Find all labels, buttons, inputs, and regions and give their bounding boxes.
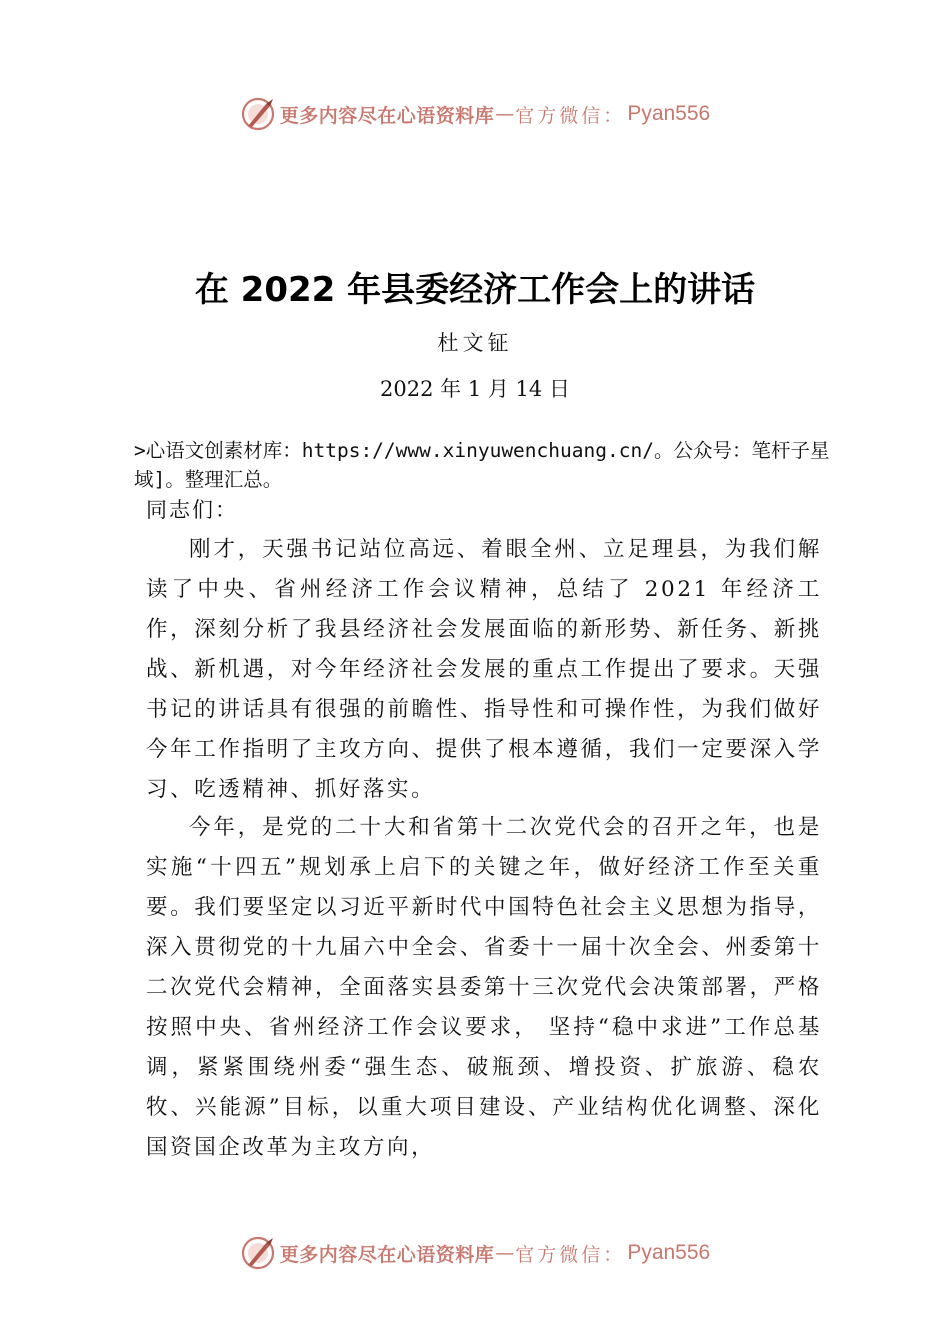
quill-seal-icon: [240, 96, 276, 132]
watermark-wechat-label: 官方微信：: [515, 104, 626, 127]
watermark-dash: —: [495, 103, 515, 125]
footer-watermark: [0, 1233, 950, 1273]
watermark-text: 更多内容尽在心语资料库: [279, 104, 495, 127]
watermark-dash: —: [495, 1242, 515, 1264]
watermark-wechat-id: Pyan556: [627, 1241, 711, 1264]
paragraph-2: 今年，是党的二十大和省第十二次党代会的召开之年，也是实施“十四五”规划承上启下的关键之年，做好经济工作至关重要。我们要坚定以习近平新时代中国特色社会主义思想为指导，深入贯彻党的十九届六中全会、省委十一届十次全会、州委第十二次党代会精神，全面落实县委第十三次党代会决策部署，严格按照中央、省州经济工作会议要求， 坚持“稳中求进”工作总基调，紧紧围绕州委“强生态、破瓶颈、增投资、扩旅游、稳农牧、兴能源”目标，以重大项目建设、产业结构优化调整、深化国资国企改革为主攻方向，: [146, 815, 822, 1160]
header-watermark: [0, 94, 950, 134]
watermark-wechat-label: 官方微信：: [515, 1243, 626, 1266]
document-author: 杜文钲: [437, 331, 513, 355]
greeting: 同志们：: [146, 498, 238, 522]
watermark-text: 更多内容尽在心语资料库: [279, 1243, 495, 1266]
quill-seal-icon: [240, 1235, 276, 1271]
document-date: 2022 年 1 月 14 日: [380, 377, 570, 401]
watermark-wechat-id: Pyan556: [627, 102, 711, 125]
source-note: >心语文创素材库：https://www.xinyuwenchuang.cn/。公众号：笔杆子星域]。整理汇总。: [134, 439, 830, 491]
paragraph-1: 刚才，天强书记站位高远、着眼全州、立足理县，为我们解读了中央、省州经济工作会议精神，总结了 2021 年经济工作，深刻分析了我县经济社会发展面临的新形势、新任务、新挑战、新机遇，对今年经济社会发展的重点工作提出了要求。天强书记的讲话具有很强的前瞻性、指导性和可操作性，为我们做好今年工作指明了主攻方向、提供了根本遵循，我们一定要深入学习、吃透精神、抓好落实。: [146, 537, 822, 802]
document-title: 在 2022 年县委经济工作会上的讲话: [194, 270, 756, 310]
